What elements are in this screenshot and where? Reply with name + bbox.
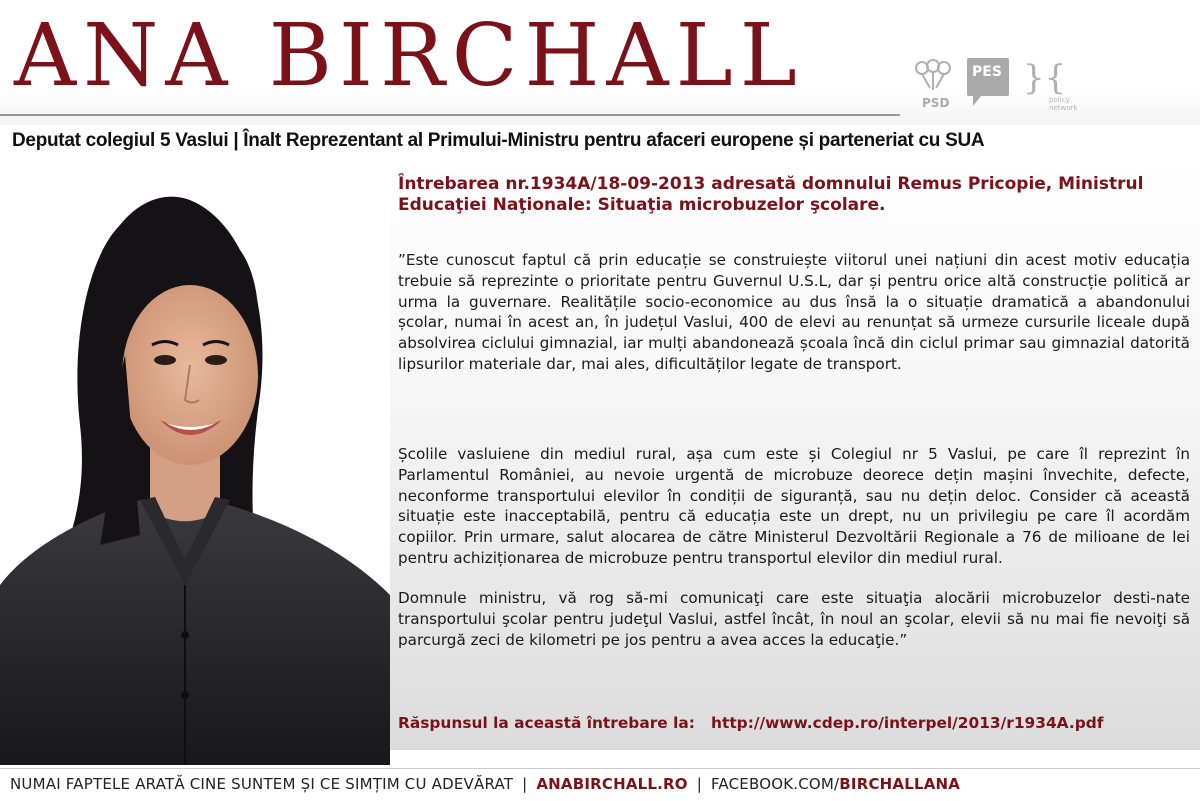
answer-line xyxy=(398,714,1198,732)
article-paragraph-3: Domnule ministru, vă rog să-mi comunicaţi care este situaţia alocării microbuzelor desti-nate transportului şcolar pentru judeţul Vaslui, astfel încât, în noul an şcolar, elevii să nu mai fie nevoiţi să parcurgă zeci de kilometri pe jos pentru a avea acces la educaţie.” xyxy=(398,589,1190,649)
answer-link[interactable]: http://www.cdep.ro/interpel/2013/r1934A.pdf xyxy=(711,714,1104,732)
article-paragraph-2: Școlile vasluiene din mediul rural, așa cum este și Colegiul nr 5 Vaslui, pe care îl reprezint în Parlamentul României, au nevoie urgentă de microbuze deorece dețin mașini învechite, defecte, neconforme transportului elevilor în condiții de siguranță, sau nu dețin deloc. Consider că această situație este inacceptabilă, pentru că educația este un drept, nu un privilegiu pe care îl acordăm copiilor. Prin urmare, salut alocarea de către Ministerul Dezvoltării Regionale a 76 de milioane de lei pentru achiziționarea de microbuze pentru transportul elevilor din mediul rural. xyxy=(398,445,1190,567)
psd-logo-label: PSD xyxy=(922,96,950,110)
pes-logo-tail xyxy=(973,96,981,106)
answer-label: Răspunsul la această întrebare la: xyxy=(398,714,695,732)
footer-line xyxy=(10,775,960,793)
article-paragraph-1: ”Este cunoscut faptul că prin educație se construiește viitorul unei națiuni din acest motiv educația trebuie să reprezinte o prioritate pentru Guvernul U.S.L, dar și pentru orice altă construcție politică ar urma la guvernare. Realitățile socio-economice au dus însă la o situație dramatică a abandonului școlar, numai în acest an, în județul Vaslui, 400 de elevi au renunțat să urmeze cursurile liceale după absolvirea ciclului gimnazial, iar mulți abandonează școala încă din ciclul primar sau gimnazial datorită lipsurilor materiale dar, mai ales, dificultăților legate de transport. xyxy=(398,251,1190,373)
pes-logo xyxy=(967,58,1013,110)
facebook-prefix: FACEBOOK.COM/ xyxy=(710,775,840,793)
policy-network-logo xyxy=(1023,58,1093,114)
footer-slogan: NUMAI FAPTELE ARATĂ CINE SUNTEM ȘI CE SIMȚIM CU ADEVĂRAT xyxy=(10,775,514,793)
subtitle: Deputat colegiul 5 Vaslui | Înalt Reprezentant al Primului-Ministru pentru afaceri europene și parteneriat cu SUA xyxy=(12,130,985,151)
psd-logo xyxy=(910,58,956,114)
facebook-handle: BIRCHALLANA xyxy=(839,775,961,793)
article-title: Întrebarea nr.1934A/18-09-2013 adresată domnului Remus Pricopie, Ministrul Educaţiei Naţionale: Situaţia microbuzelor şcolare. xyxy=(398,174,1144,215)
portrait-photo xyxy=(0,165,390,767)
page-title: ANA BIRCHALL xyxy=(14,6,804,106)
article-panel xyxy=(390,164,1200,750)
portrait-illustration xyxy=(0,165,390,767)
rose-icon xyxy=(910,58,956,98)
footer-separator: | xyxy=(522,775,528,793)
footer-site-link[interactable]: ANABIRCHALL.RO xyxy=(536,775,688,793)
title-divider xyxy=(0,114,900,116)
footer-separator: | xyxy=(696,775,702,793)
policy-network-label: policy network xyxy=(1049,96,1078,112)
party-logos xyxy=(905,58,1195,118)
footer xyxy=(0,768,1200,801)
header xyxy=(0,0,1200,125)
footer-facebook-link[interactable] xyxy=(711,775,960,793)
policy-network-symbol: }{ xyxy=(1023,58,1067,98)
pes-logo-label: PES xyxy=(972,64,1002,80)
